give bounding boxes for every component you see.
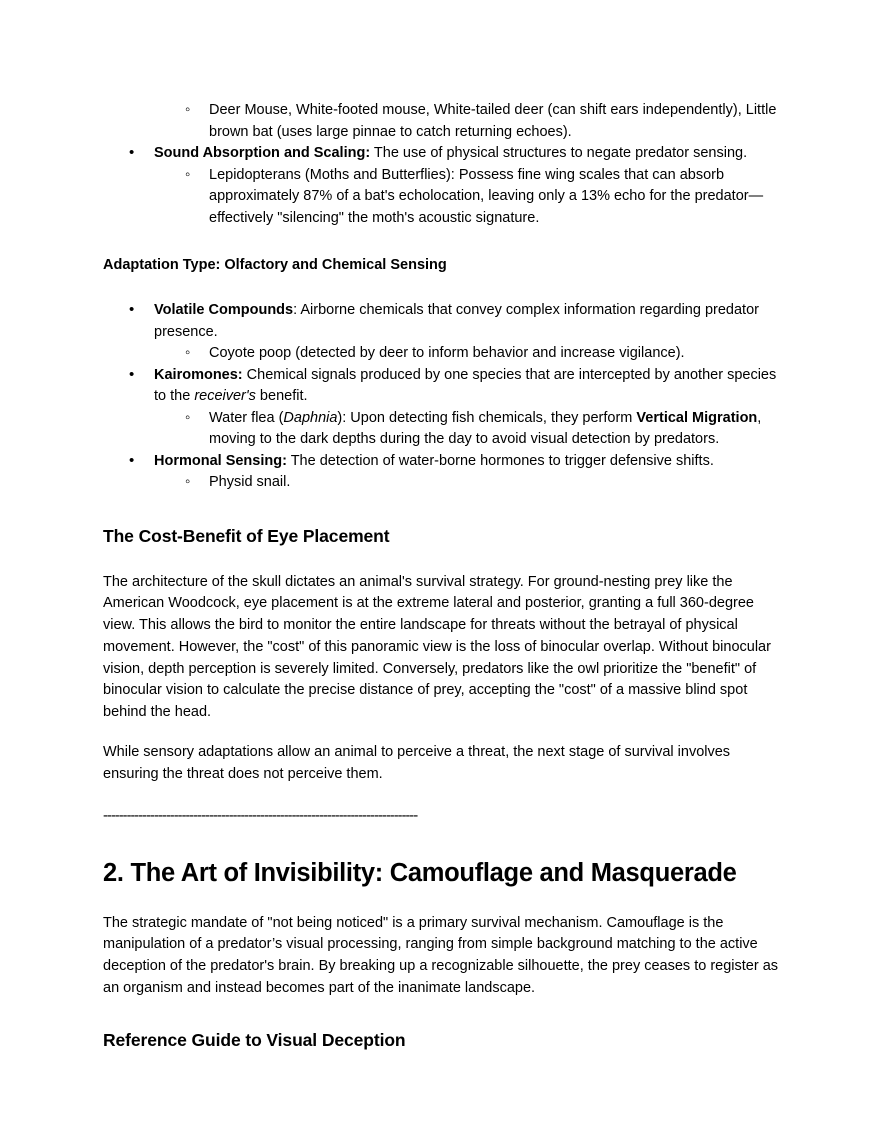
list-olfactory-sub-waterflea <box>103 408 779 451</box>
list-item-volatile-compounds-text: : Airborne chemicals that convey complex information regarding predator presence. <box>154 302 759 340</box>
heading-cost-benefit: The Cost-Benefit of Eye Placement <box>103 525 390 546</box>
list-olfactory-kairomones <box>103 365 779 408</box>
list-olfactory-sub-physid <box>103 472 779 494</box>
list-item-deer-mouse <box>103 100 779 143</box>
list-item-coyote <box>103 343 779 365</box>
heading-olfactory: Adaptation Type: Olfactory and Chemical Sensing <box>103 257 447 273</box>
list-item-volatile-compounds-label: Volatile Compounds <box>154 302 294 318</box>
list-sensing-sub-2 <box>103 165 779 230</box>
list-item-coyote-text: Coyote poop (detected by deer to inform behavior and increase vigilance). <box>209 345 685 361</box>
list-item-water-flea-bold: Vertical Migration <box>636 409 758 426</box>
list-item-lepidopterans <box>103 165 779 230</box>
list-item-physid-snail-text: Physid snail. <box>209 474 291 490</box>
list-item-kairomones-italic: receiver's <box>194 388 256 404</box>
list-item-hormonal-sensing-text: The detection of water-borne hormones to trigger defensive shifts. <box>286 452 714 469</box>
paragraph-transition: While sensory adaptations allow an animal to perceive a threat, the next stage of survival involves ensuring the threat does not perceive them. <box>103 744 731 782</box>
list-olfactory <box>103 300 779 343</box>
list-item-sound-absorption-text: The use of physical structures to negate predator sensing. <box>370 145 748 161</box>
list-sensing <box>103 143 779 165</box>
list-item-kairomones <box>103 365 779 408</box>
list-item-physid-snail <box>103 472 779 494</box>
list-olfactory-sub-coyote <box>103 343 779 365</box>
document-content <box>103 100 779 1052</box>
heading-reference-guide: Reference Guide to Visual Deception <box>103 1029 406 1050</box>
list-item-water-flea-text-2: ): Upon detecting fish chemicals, they perform <box>337 409 637 426</box>
paragraph-camouflage: The strategic mandate of "not being noticed" is a primary survival mechanism. Camouflage is the manipulation of a predator’s visual processing, ranging from simple background matching to the active deception of the predator's brain. By breaking up a recognizable silhouette, the prey ceases to register as an organism and instead becomes part of the inanimate landscape. <box>103 914 779 997</box>
list-item-hormonal-sensing-label: Hormonal Sensing: <box>154 452 287 469</box>
list-olfactory-hormonal <box>103 451 779 473</box>
list-item-hormonal-sensing <box>103 451 779 473</box>
list-item-water-flea <box>103 408 779 451</box>
list-item-water-flea-text-1: Water flea ( <box>209 409 284 426</box>
list-item-kairomones-label: Kairomones: <box>154 366 243 383</box>
list-item-volatile-compounds <box>103 300 779 343</box>
paragraph-skull-architecture: The architecture of the skull dictates an animal's survival strategy. For ground-nesting prey like the American Woodcock, eye placement is at the extreme lateral and posterior, granting a full 360-degree view. This allows the bird to monitor the entire landscape for threats without the betrayal of physical movement. However, the "cost" of this panoramic view is the loss of binocular overlap. Without binocular vision, depth perception is severely limited. Conversely, predators like the owl prioritize the "benefit" of binocular vision to calculate the precise distance of prey, accepting the "cost" of a massive blind spot behind the head. <box>103 573 771 721</box>
section-divider: -------------------------------------------------------------------------------- <box>103 807 418 824</box>
list-item-sound-absorption <box>103 143 779 165</box>
heading-section-2: 2. The Art of Invisibility: Camouflage and Masquerade <box>103 858 737 887</box>
list-item-water-flea-italic: Daphnia <box>283 409 338 426</box>
list-sensing-sub <box>103 100 779 143</box>
list-item-kairomones-text-2: benefit. <box>255 388 308 404</box>
list-item-water-flea-text-3: , moving to the dark depths during the day to avoid visual detection by predators. <box>209 409 762 447</box>
list-item-kairomones-text-1: Chemical signals produced by one species that are intercepted by another species to the <box>154 366 777 404</box>
list-item-sound-absorption-label: Sound Absorption and Scaling: <box>154 145 371 161</box>
list-item-deer-mouse-text: Deer Mouse, White-footed mouse, White-tailed deer (can shift ears independently), Little brown bat (uses large pinnae to catch returning echoes). <box>209 102 777 140</box>
list-item-lepidopterans-text: Lepidopterans (Moths and Butterflies): Possess fine wing scales that can absorb approximately 87% of a bat's echolocation, leaving only a 13% echo for the predator—effectively "silencing" the moth's acoustic signature. <box>209 166 764 226</box>
